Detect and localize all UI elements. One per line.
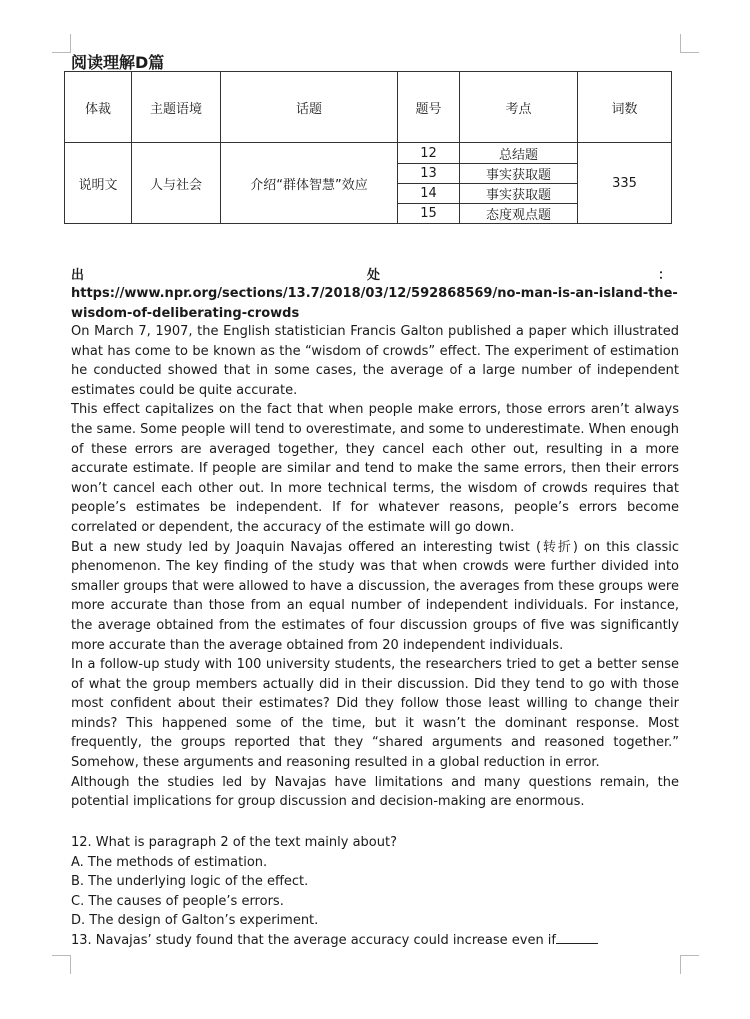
question-12-option-b: B. The underlying logic of the effect. (71, 874, 309, 890)
source-label-char-2: 处 (367, 268, 381, 283)
header-word-count: 词数 (578, 72, 672, 143)
cell-question-number: 13 (398, 163, 460, 183)
crop-mark-bottom-right (680, 955, 699, 974)
questions-section (71, 833, 679, 951)
paragraph-2: This effect capitalizes on the fact that when people make errors, those errors aren’t always the same. Some people will tend to overestimate, and some to underestimate. When enough of these errors are averaged together, they cancel each other out, resulting in a more accurate estimate. If people are similar and tend to make the same errors, then their errors won’t cancel each other out. In more technical terms, the wisdom of crowds requires that people’s estimates be independent. If for whatever reasons, people’s errors become correlated or dependent, the accuracy of the estimate will go down. (71, 402, 679, 535)
paragraph-4: In a follow-up study with 100 university students, the researchers tried to get a better sense of what the group members actually did in their discussion. Did they tend to go with those most confident about their estimates? Did they follow those least willing to change their minds? This happened some of the time, but it wasn’t the dominant response. Most frequently, the groups reported that they “shared arguments and reasoned together.” Somehow, these arguments and reasoning resulted in a global reduction in error. (71, 657, 679, 771)
source-label-char-1: 出 (71, 268, 85, 283)
passage-info-table (64, 71, 672, 224)
cell-test-point: 总结题 (460, 143, 578, 163)
question-12-option-a: A. The methods of estimation. (71, 854, 268, 870)
source-label-colon: ： (657, 268, 671, 283)
cell-topic: 介绍“群体智慧”效应 (221, 143, 398, 224)
cell-question-number: 15 (398, 203, 460, 223)
question-13-text: 13. Navajas’ study found that the average accuracy could increase even if (71, 932, 556, 948)
question-12: 12. What is paragraph 2 of the text mainly about? (71, 835, 397, 850)
source-label (71, 264, 671, 284)
question-12-option-d: D. The design of Galton’s experiment. (71, 913, 319, 929)
source-url[interactable]: https://www.npr.org/sections/13.7/2018/03/12/592868569/no-man-is-an-island-the-wisdom-of-deliberating-crowds (71, 286, 678, 321)
cell-test-point: 态度观点题 (460, 203, 578, 223)
cell-test-point: 事实获取题 (460, 183, 578, 203)
page-title: 阅读理解D篇 (71, 53, 165, 72)
cell-word-count: 335 (578, 143, 672, 224)
answer-blank (556, 931, 598, 944)
cell-genre: 说明文 (65, 143, 132, 224)
passage-body (71, 322, 679, 812)
table-header-row (65, 72, 672, 143)
crop-mark-top-right (680, 34, 699, 53)
paragraph-3: But a new study led by Joaquin Navajas offered an interesting twist (转折) on this classic phenomenon. The key finding of the study was that when crowds were further divided into smaller groups that were allowed to have a discussion, the averages from these groups were more accurate than those from an equal number of independent individuals. For instance, the average obtained from the estimates of four discussion groups of five was significantly more accurate than the average obtained from 20 independent individuals. (71, 539, 679, 653)
cell-test-point: 事实获取题 (460, 163, 578, 183)
cell-theme: 人与社会 (132, 143, 221, 224)
question-12-option-c: C. The causes of people’s errors. (71, 893, 284, 909)
cell-question-number: 12 (398, 143, 460, 163)
header-genre: 体裁 (65, 72, 132, 143)
cell-question-number: 14 (398, 183, 460, 203)
header-topic: 话题 (221, 72, 398, 143)
table-row (65, 143, 672, 163)
header-question-number: 题号 (398, 72, 460, 143)
header-test-point: 考点 (460, 72, 578, 143)
question-13 (71, 931, 679, 951)
paragraph-5: Although the studies led by Navajas have limitations and many questions remain, the potential implications for group discussion and decision-making are enormous. (71, 774, 679, 810)
crop-mark-bottom-left (52, 955, 71, 974)
paragraph-1: On March 7, 1907, the English statistician Francis Galton published a paper which illustrated what has come to be known as the “wisdom of crowds” effect. The experiment of estimation he conducted showed that in some cases, the average of a large number of independent estimates could be quite accurate. (71, 324, 679, 398)
crop-mark-top-left (52, 34, 71, 53)
header-theme: 主题语境 (132, 72, 221, 143)
